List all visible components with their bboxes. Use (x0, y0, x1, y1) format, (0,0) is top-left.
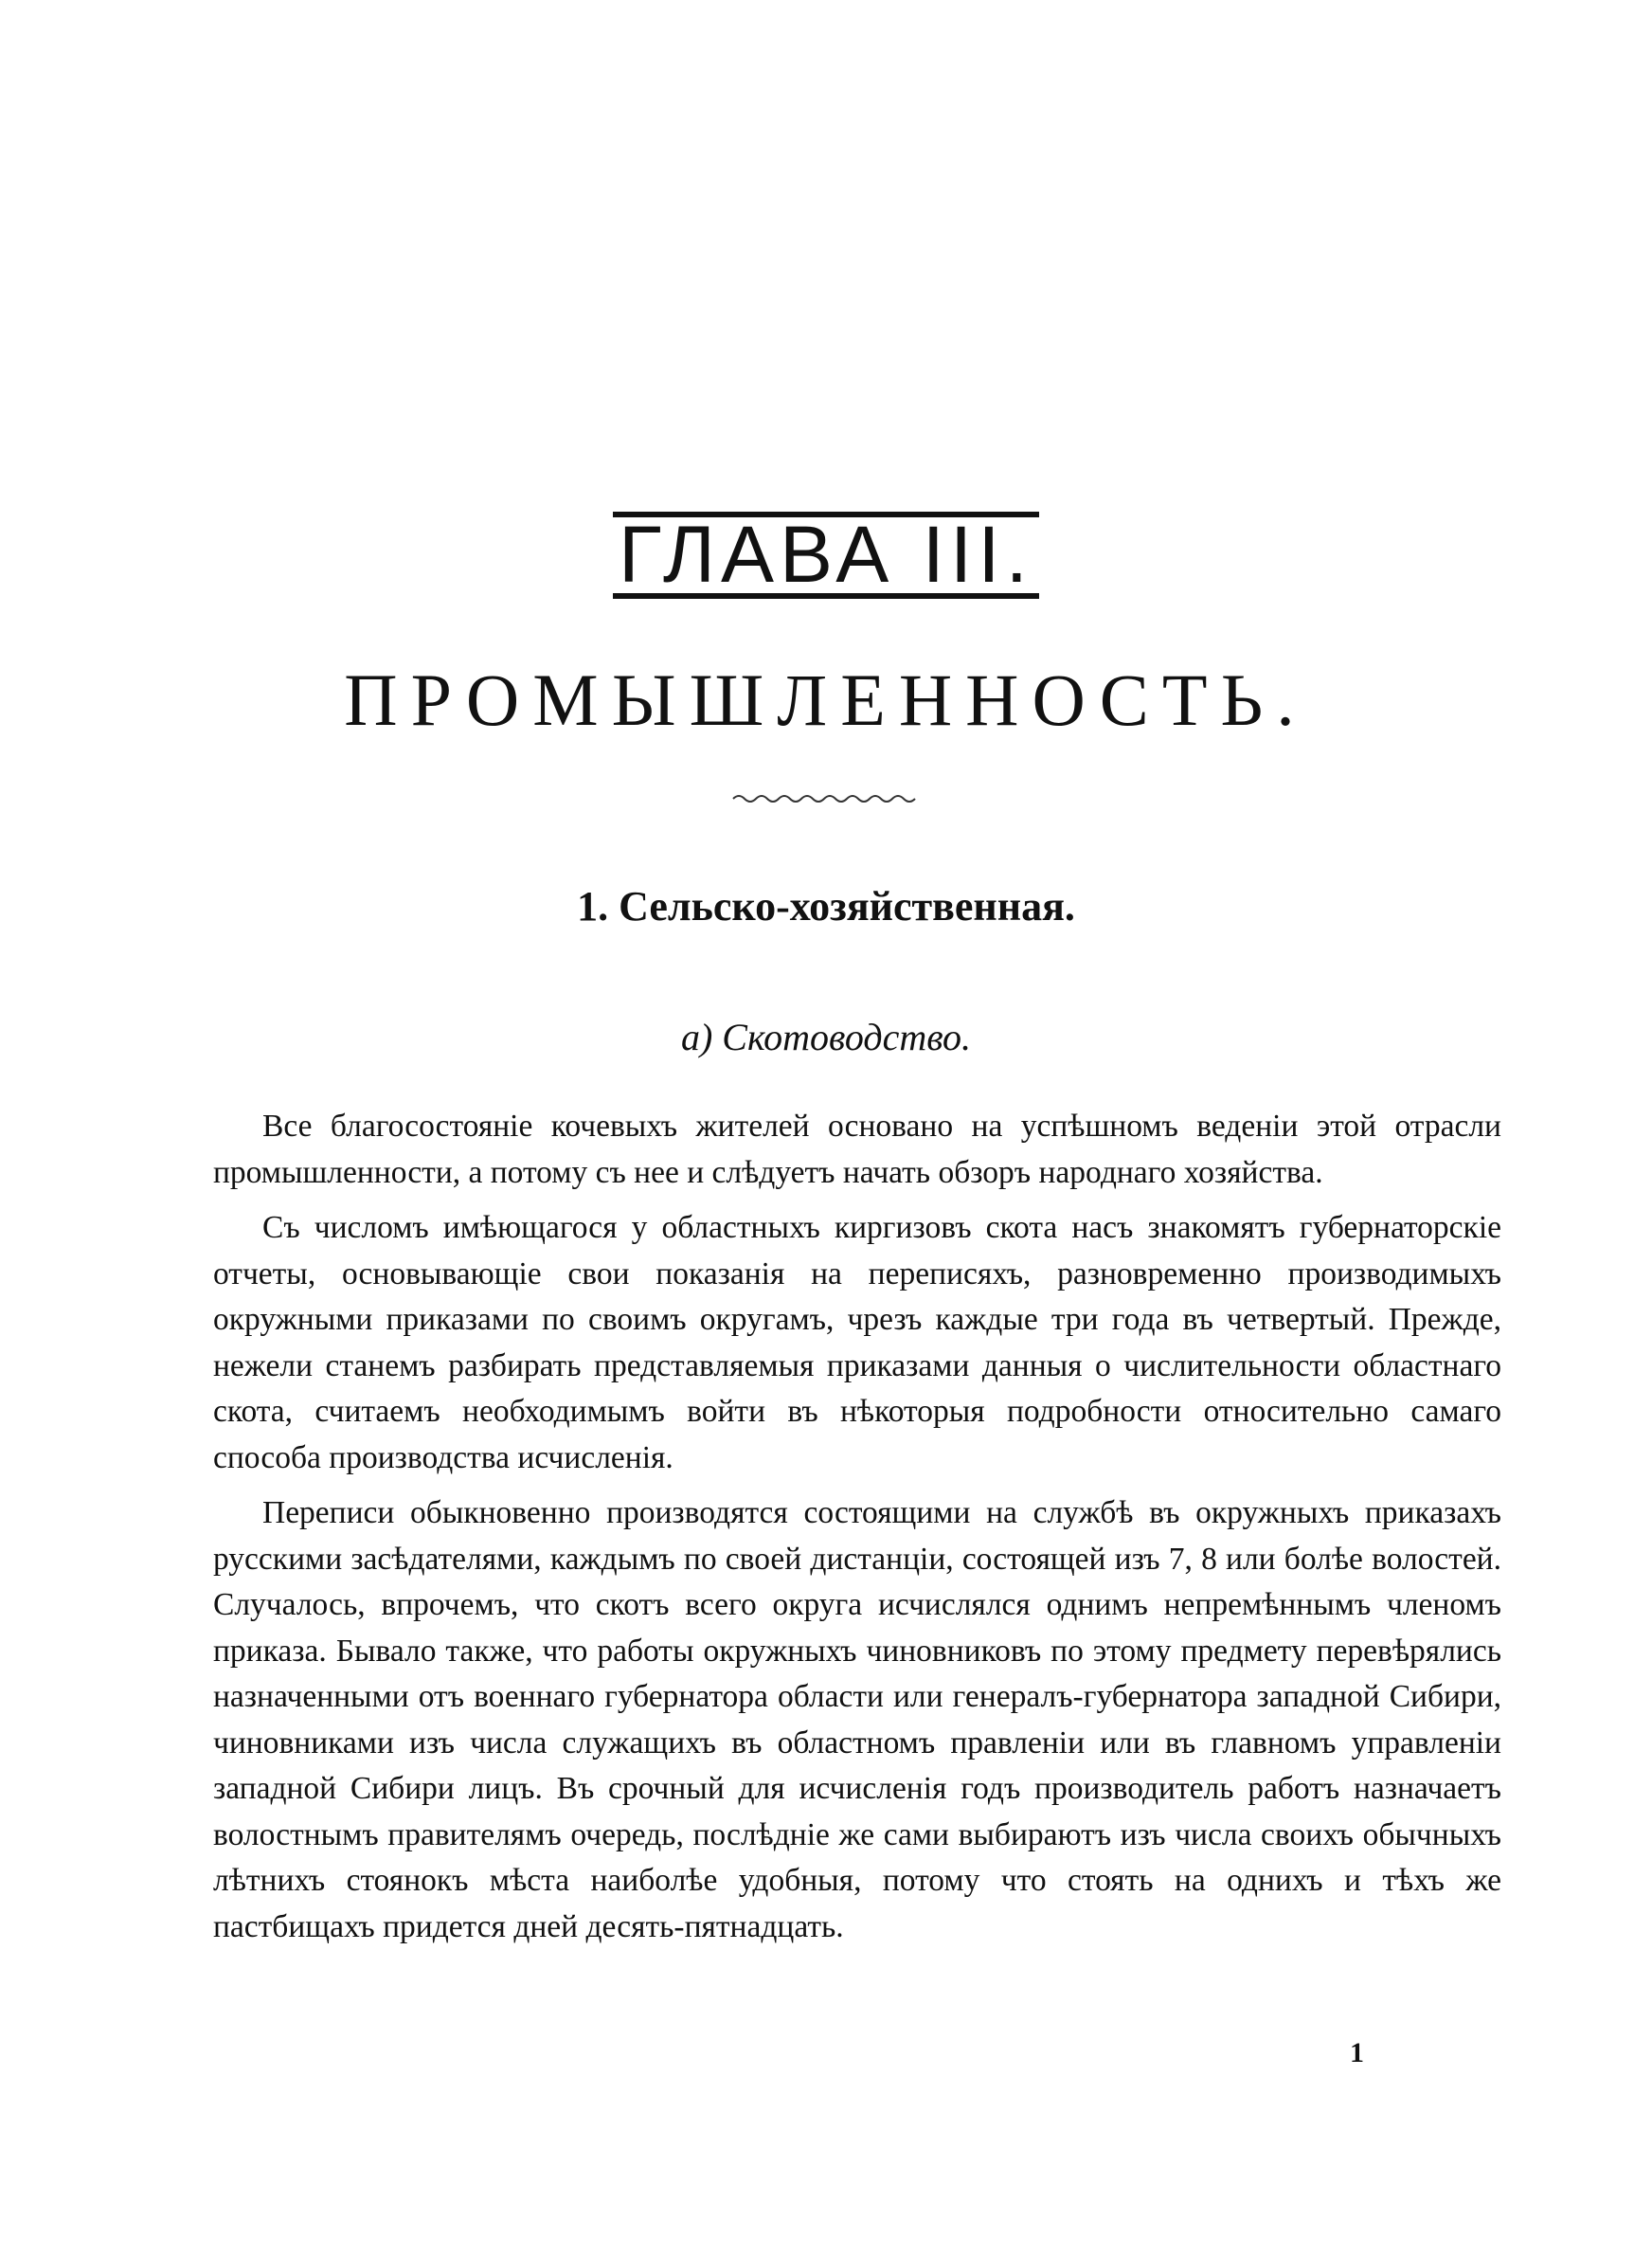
wavy-line-icon (731, 792, 921, 805)
chapter-title: ПРОМЫШЛЕННОСТЬ. (344, 659, 1308, 741)
paragraph: Переписи обыкновенно производятся состоящими на службѣ въ окружныхъ приказахъ русскими засѣдателями, каждымъ по своей дистанцiи, состоящей изъ 7, 8 или болѣе волостей. Случалось, впрочемъ, что скотъ всего округа исчислялся однимъ непремѣннымъ членомъ приказа. Бывало также, что работы окружныхъ чиновниковъ по этому предмету перевѣрялись назначенными отъ военнаго губернатора области или генералъ-губернатора западной Сибири, чиновниками изъ числа служащихъ въ областномъ правленiи или въ главномъ управленiи западной Сибири лицъ. Въ срочный для исчисленiя годъ производитель работъ назначаетъ волостнымъ правителямъ очередь, послѣднiе же сами выбираютъ изъ числа своихъ обычныхъ лѣтнихъ стоянокъ мѣста наиболѣе удобныя, потому что стоять на однихъ и тѣхъ же пастбищахъ придется дней десять-пятнадцать. (213, 1495, 1501, 1944)
paragraph: Съ числомъ имѣющагося у областныхъ киргизовъ скота насъ знакомятъ губернаторскiе отчеты, основывающiе свои показанiя на переписяхъ, разновременно производимыхъ окружными приказами по своимъ округамъ, чрезъ каждые три года въ четвертый. Прежде, нежели станемъ разбирать представляемыя приказами данныя о числительности областнаго скота, считаемъ необходимымъ войти въ нѣкоторыя подробности относительно самаго способа производства исчисленiя. (213, 1210, 1501, 1475)
chapter-heading-text: ГЛАВА III. (613, 512, 1039, 599)
paragraph: Все благосостоянiе кочевыхъ жителей основано на успѣшномъ веденiи этой отрасли промышленности, а потому съ нее и слѣдуетъ начать обзоръ народнаго хозяйства. (213, 1109, 1501, 1190)
page-number: 1 (1350, 2037, 1364, 2068)
subsection-title: а) Скотоводство. (680, 1016, 972, 1058)
section-title: 1. Сельско-хозяйственная. (577, 883, 1075, 930)
chapter-heading (0, 512, 1652, 599)
ornament-divider (0, 792, 1652, 810)
body-text (213, 1104, 1501, 1959)
